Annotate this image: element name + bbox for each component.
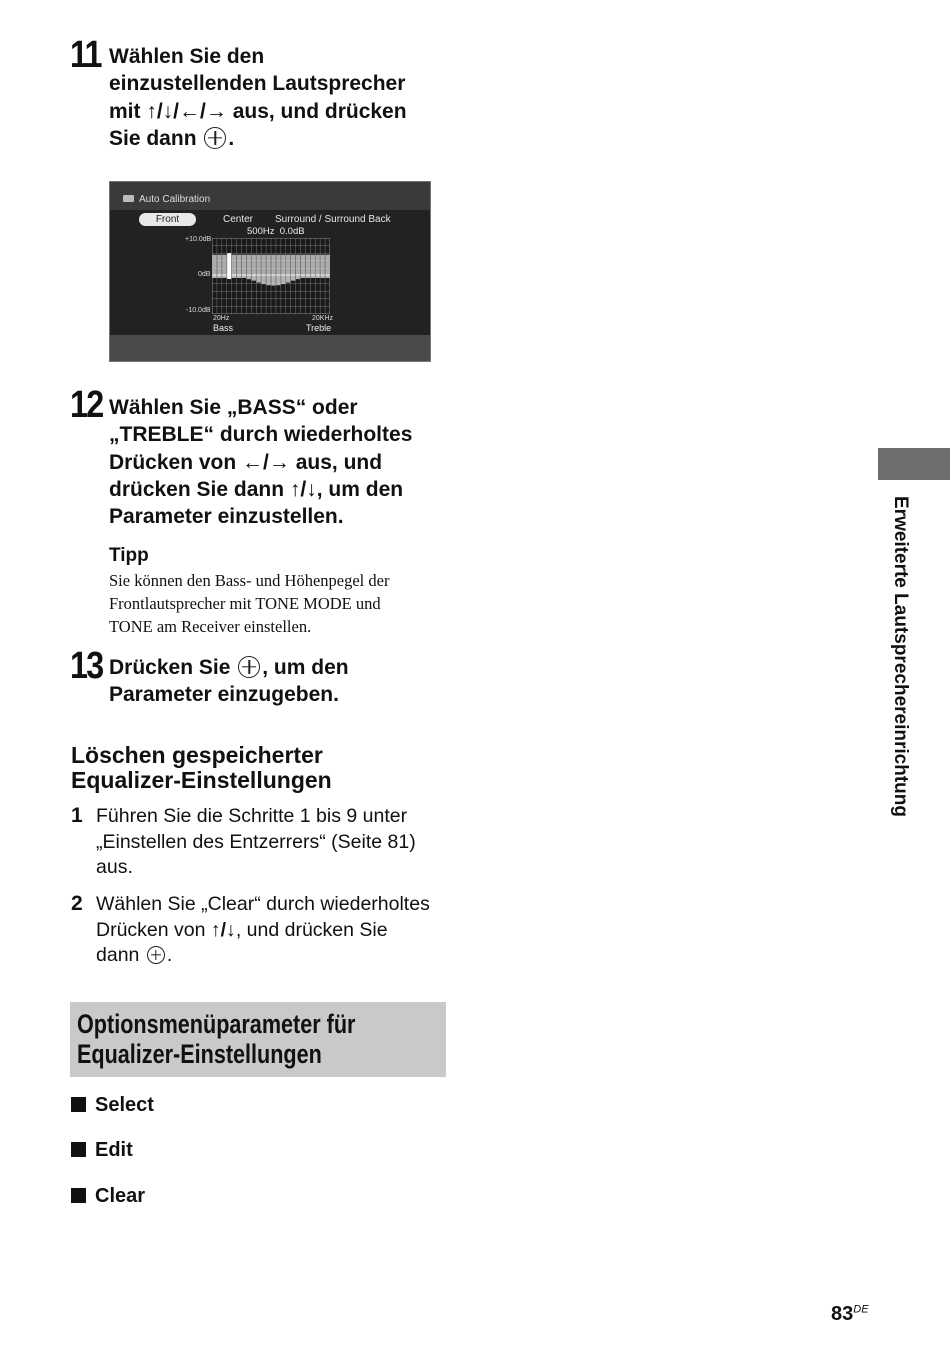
- enter-button-icon: [204, 127, 226, 149]
- step-13-line: Parameter einzugeben.: [109, 683, 339, 707]
- eq-band-fill: [271, 255, 275, 276]
- eq-band-fill: [222, 255, 226, 276]
- text: Drücken von: [109, 450, 243, 474]
- step-13-line: [109, 654, 469, 681]
- square-bullet-icon: [71, 1142, 86, 1157]
- step-11-line: [109, 98, 469, 125]
- item-line: [96, 943, 456, 969]
- step-12-text: [109, 394, 469, 530]
- treble-label[interactable]: Treble: [306, 323, 332, 333]
- eq-band-fill: [247, 255, 251, 276]
- tab-center[interactable]: Center: [223, 214, 254, 225]
- options-title-line: Equalizer-Einstellungen: [77, 1039, 322, 1069]
- eq-band-fill: [237, 255, 241, 276]
- eq-band-fill: [320, 255, 324, 276]
- eq-band-fill: [212, 255, 216, 276]
- tipp-title: Tipp: [109, 545, 149, 566]
- text: , und drücken Sie: [235, 918, 388, 941]
- side-tab-marker: [878, 448, 950, 480]
- eq-band-fill: [252, 255, 256, 276]
- screen-footer: [110, 335, 430, 361]
- text: .: [228, 126, 235, 150]
- item-line: Wählen Sie „Clear“ durch wiederholtes: [96, 893, 430, 915]
- text: mit: [109, 99, 147, 123]
- tipp-line: Frontlautsprecher mit TONE MODE und: [109, 594, 381, 613]
- page-suffix: DE: [853, 1303, 869, 1316]
- text: Drücken von: [96, 918, 211, 941]
- left-right-arrows-icon: ←/→: [242, 450, 290, 474]
- freq-readout: 500Hz 0.0dB: [247, 226, 305, 237]
- square-bullet-icon: [71, 1188, 86, 1203]
- eq-selected-band: [227, 253, 231, 279]
- arrow-keys-icon: ↑/↓/←/→: [146, 99, 227, 123]
- eq-band-fill: [306, 255, 310, 276]
- options-section-box: [70, 1002, 446, 1077]
- step-13-number: 13: [70, 645, 103, 687]
- x-right-label: 20KHz: [312, 315, 334, 322]
- options-title: [77, 1009, 355, 1069]
- tipp-line: TONE am Receiver einstellen.: [109, 617, 312, 636]
- eq-band-fill: [281, 255, 285, 276]
- eq-band-fill: [257, 255, 261, 276]
- step-11-line: Wählen Sie den: [109, 45, 265, 68]
- tipp-body: [109, 569, 469, 638]
- heading-line: Löschen gespeicherter: [71, 742, 323, 768]
- step-12-line: „TREBLE“ durch wiederholtes: [109, 423, 413, 447]
- eq-band-fill: [291, 255, 295, 276]
- text: , um den: [262, 656, 349, 679]
- param-label: Edit: [95, 1139, 133, 1161]
- step-12-line: [109, 449, 469, 476]
- page-number: [831, 1303, 869, 1326]
- up-down-arrows-icon: ↑/↓: [210, 918, 236, 941]
- y-mid-label: 0dB: [198, 271, 211, 278]
- step-11-number: 11: [70, 34, 101, 76]
- tab-front[interactable]: Front: [139, 213, 196, 226]
- item-line: aus.: [96, 856, 133, 878]
- item-line: Führen Sie die Schritte 1 bis 9 unter: [96, 805, 408, 827]
- y-top-label: +10.0dB: [185, 236, 212, 243]
- eq-graph: [212, 238, 330, 314]
- text: drücken Sie dann: [109, 477, 290, 501]
- step-12-line: Parameter einzustellen.: [109, 505, 344, 529]
- eq-band-fill: [325, 255, 329, 276]
- step-11-line: einzustellenden Lautsprecher: [109, 72, 406, 96]
- enter-button-icon: [147, 946, 165, 964]
- step-12-line: [109, 476, 469, 503]
- text: Sie dann: [109, 126, 203, 150]
- step-13-text: [109, 654, 469, 709]
- heading-line: Equalizer-Einstellungen: [71, 767, 332, 793]
- bass-label[interactable]: Bass: [213, 323, 234, 333]
- param-clear: [71, 1185, 145, 1208]
- eq-band-fill: [232, 255, 236, 276]
- step-12-number: 12: [70, 384, 103, 426]
- item-line: „Einstellen des Entzerrers“ (Seite 81): [96, 830, 416, 853]
- screen-title: Auto Calibration: [139, 194, 211, 205]
- eq-band-fill: [261, 255, 265, 276]
- tipp-line: Sie können den Bass- und Höhenpegel der: [109, 571, 390, 590]
- options-title-line: Optionsmenüparameter für: [77, 1009, 356, 1039]
- x-left-label: 20Hz: [213, 315, 230, 322]
- auto-calibration-screen: [109, 181, 431, 362]
- param-select: [71, 1094, 154, 1117]
- param-edit: [71, 1139, 133, 1162]
- eq-band-fill: [276, 255, 280, 276]
- item-1-number: 1: [71, 804, 83, 827]
- eq-band-fill: [316, 255, 320, 276]
- eq-band-fill: [301, 255, 305, 276]
- eq-band-fill: [266, 255, 270, 276]
- y-bot-label: -10.0dB: [186, 307, 211, 314]
- step-11-line: [109, 125, 469, 152]
- eq-band-fill: [242, 255, 246, 276]
- speaker-icon: [123, 195, 134, 202]
- item-line: [96, 918, 456, 944]
- up-down-arrows-icon: ↑/↓: [289, 477, 317, 501]
- side-tab-text: Erweiterte Lautsprechereinrichtung: [890, 496, 911, 817]
- text: Drücken Sie: [109, 656, 237, 679]
- text: aus, und: [289, 450, 383, 474]
- eq-band-fill: [311, 255, 315, 276]
- section-heading: [71, 743, 451, 793]
- eq-band-fill: [296, 255, 300, 276]
- eq-band-fill: [286, 255, 290, 276]
- text: dann: [96, 944, 145, 966]
- item-1-text: [96, 804, 456, 881]
- eq-band-fill: [217, 255, 221, 276]
- enter-button-icon: [238, 656, 260, 678]
- item-2-text: [96, 892, 456, 969]
- step-11-text: [109, 43, 469, 152]
- square-bullet-icon: [71, 1097, 86, 1112]
- tab-surround[interactable]: Surround / Surround Back: [275, 214, 391, 225]
- text: , um den: [316, 477, 404, 501]
- page-number-value: 83: [831, 1303, 854, 1325]
- text: aus, und drücken: [226, 99, 407, 123]
- param-label: Select: [95, 1094, 154, 1116]
- param-label: Clear: [95, 1185, 146, 1207]
- step-12-line: Wählen Sie „BASS“ oder: [109, 396, 358, 419]
- item-2-number: 2: [71, 892, 83, 915]
- text: .: [166, 944, 173, 966]
